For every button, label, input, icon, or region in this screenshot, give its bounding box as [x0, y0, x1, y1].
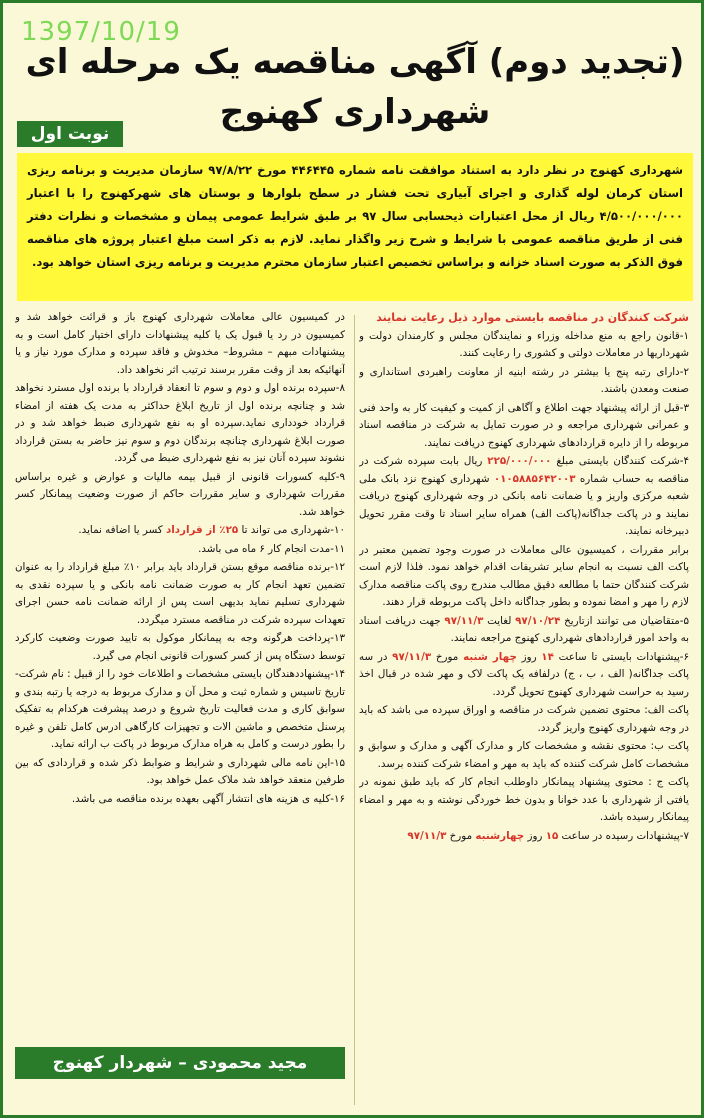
item4-text: شهرداری کهنوج نزد بانک ملی شعبه مرکزی واریز و یا ضمانت نامه بانکی در وجه شهرداری کهنوج دریافت نمایند و در پاکت جداگانه(پاکت الف) همراه سایر اسناد تا وقت مقرر تحویل دبیرخانه نمایند. — [359, 472, 689, 537]
contract-percent: ۲۵٪ از قرارداد — [165, 524, 239, 536]
item4-text: ۴-شرکت کنندگان بایستی مبلغ — [556, 455, 689, 467]
account-number: ۰۱۰۵۸۸۵۶۴۲۰۰۳ — [493, 472, 576, 485]
condition-item: ۱۶-کلیه ی هزینه های انتشار آگهی بعهده برنده مناقصه می باشد. — [71, 792, 345, 805]
right-column — [359, 309, 689, 1107]
nobat-badge: نوبت اول — [17, 121, 123, 147]
condition-item-10 — [15, 522, 345, 540]
condition-item-6 — [359, 649, 689, 702]
condition-item: ۱۳-پرداخت هرگونه وجه به پیمانکار موکول به تایید صورت وضعیت کارکرد توسط دستگاه پس از کسر کسورات قانونی انجام می گیرد. — [15, 632, 345, 662]
conditions-heading: شرکت کنندگان در مناقصه بایستی موارد ذیل رعایت نمایند — [376, 311, 689, 324]
start-date: ۹۷/۱۰/۲۴ — [515, 614, 561, 627]
title-line2: شهرداری کهنوج — [219, 92, 491, 132]
mayor-signature-bar: مجید محمودی – شهردار کهنوج — [15, 1047, 345, 1079]
item7-text: روز — [527, 829, 543, 842]
item5-text: جهت دریافت اسناد به واحد امور قراردادهای شهرداری کهنوج مراجعه نمایند. — [359, 614, 689, 644]
regulations-paragraph: برابر مقررات ، کمیسیون عالی معاملات در صورت وجود تضمین معتبر در پاکت الف نسبت به انجام سایر تشریفات اقدام خواهد نمود. فلذا لازم است شرکت کنندگان حتما با مطالعه دقیق مطالب مندرج روی پاکت مناقصه مدارک لازم را مهر و امضا نموده و بطور جداگانه داخل پاکت مربوطه قرار دهند. — [359, 543, 689, 608]
end-date: ۹۷/۱۱/۳ — [444, 614, 484, 627]
column-divider — [354, 315, 355, 1105]
condition-item: ۱۱-مدت انجام کار ۶ ماه می باشد. — [198, 542, 345, 555]
condition-item: ۱۲-برنده مناقصه موقع بستن قرارداد باید برابر ۱۰٪ مبلغ قرارداد را به عنوان تضمین تعهد انجام کار به صورت ضمانت نامه بانکی و یا سپرده نقدی به شهرداری تسلیم نماید بدیهی است پس از ارائه ضمانت نامه حسن اجرای تعهدات سپرده شرکت در مناقصه مسترد میگردد. — [15, 561, 345, 626]
title-line1: (تجدید دوم) آگهی مناقصه یک مرحله ای — [25, 42, 685, 82]
packet-item: پاکت ج : محتوی پیشنهاد پیمانکار داوطلب انجام کار که باید طبق نمونه در یافتی از شهرداری با عدد خوانا و بدون خط خوردگی نوشته و به مهر و امضاء پیمانکار رسیده باشد. — [359, 776, 689, 823]
condition-item: در کمیسیون عالی معاملات شهرداری کهنوج باز و قرائت خواهد شد و کمیسیون در رد یا قبول یک یا کلیه پیشنهادات دارای اختیار کامل است و به پیشنهادات مبهم – مشروط– مخدوش و فاقد سپرده و مدارک مورد نیاز و یا آنهائیکه بعد از وقت مقرر برسند ترتیب اثر نخواهد داد. — [15, 311, 345, 376]
deposit-amount: ۲۲۵/۰۰۰/۰۰۰ — [487, 455, 552, 467]
condition-item: ۱۴-پیشنهاددهندگان بایستی مشخصات و اطلاعات خود را از قبیل : نام شرکت- تاریخ تاسیس و شماره ثبت و محل آن و مدارک مربوط به درجه یا رتبه بندی و سوابق کاری و مدت فعالیت تاریخ شروع و درصد پیشرفت هرکدام به تفکیک پرسنل متخصص و ماشین الات و تجهیزات کارگاهی ادرس کامل تلفن و غیره را بطور درست و کامل به هراه مدارک مربوط در پاکت ب ارائه نماید. — [15, 668, 345, 750]
item10-text: کسر یا اضافه نماید. — [78, 524, 163, 536]
opening-date: ۹۷/۱۱/۳ — [407, 829, 447, 842]
date-stamp: 1397/10/19 — [21, 17, 181, 47]
left-column — [15, 309, 345, 1037]
condition-item: ۱-قانون راجع به منع مداخله وزراء و نمایندگان مجلس و کارمندان دولت و شهرداریها در معاملات دولتی و کشوری را رعایت کنند. — [359, 329, 689, 359]
opening-day: چهارشنبه — [475, 829, 525, 842]
item7-text: ۷-پیشنهادات رسیده در ساعت — [561, 829, 689, 842]
item6-text: روز — [521, 650, 537, 663]
item7-text: مورخ — [449, 829, 473, 842]
item6-text: ۶-پیشنهادات بایستی تا ساعت — [558, 650, 689, 663]
condition-item: ۳-قبل از ارائه پیشنهاد جهت اطلاع و آگاهی از کمیت و کیفیت کار به واحد فنی و عمرانی شهرداری مراجعه و در صورت تمایل به شرکت در مناقصه اسناد مربوطه را از دایره قراردادهای شهرداری کهنوج دریافت نمایند. — [359, 401, 689, 449]
condition-item: ۹-کلیه کسورات قانونی از قبیل بیمه مالیات و عوارض و غیره براساس مقررات شهرداری و سایر مقررات حاکم از صورت وضعیت پیمانکار کسر خواهد شد. — [15, 470, 345, 518]
condition-item-7 — [359, 828, 689, 846]
opening-hour: ۱۵ — [545, 829, 559, 842]
packet-item: پاکت الف: محتوی تضمین شرکت در مناقصه و اوراق سپرده می باشد که باید در وجه شهرداری کهنوج واریز گردد. — [359, 704, 689, 734]
condition-item: ۲-دارای رتبه پنج یا بیشتر در رشته ابنیه از معاونت راهبردی استانداری و صنعت ومعدن باشند. — [359, 365, 689, 395]
deadline-date: ۹۷/۱۱/۳ — [392, 650, 432, 663]
item5-text: لغایت — [487, 614, 512, 627]
intro-box: شهرداری کهنوج در نظر دارد به استناد موافقت نامه شماره ۴۴۶۴۴۵ مورخ ۹۷/۸/۲۲ سازمان مدیریت و برنامه ریزی استان کرمان لوله گذاری و اجرای آبیاری تحت فشار در سطح بلوارها و بوستان های شهرکهنوج را با اعتبار ۴/۵۰۰/۰۰۰/۰۰۰ ریال از محل اعتبارات ذیحسابی سال ۹۷ بر طبق شرایط عمومی پیمان و مشخصات و نظرات دفتر فنی از طریق مناقصه عمومی با شرایط و شرح زیر واگذار نماید. لازم به ذکر است مبلغ اعتبار پروژه های مناقصه فوق الذکر به صورت اسناد خزانه و براساس تخصیص اعتبار سازمان محترم مدیریت و برنامه ریزی استان خواهد بود. — [17, 153, 693, 301]
deadline-hour: ۱۴ — [541, 650, 554, 663]
item6-text: در سه پاکت جداگانه( الف ، ب ، ج) درلفافه یک پاکت لاک و مهر شده در قبال اخذ رسید به حراست شهرداری کهنوج تحویل گردد. — [359, 650, 689, 698]
deadline-day: چهار شنبه — [463, 650, 517, 663]
item5-text: ۵-متقاضیان می توانند ازتاریخ — [564, 614, 689, 627]
condition-item-4 — [359, 453, 689, 541]
condition-item: ۸-سپرده برنده اول و دوم و سوم تا انعقاد قرارداد با برنده اول مسترد نخواهد شد و چنانچه برنده اول از تاریخ ابلاغ حداکثر به مدت یک هفته از امضاء قرارداد خودداری نماید.سپرده او به نفع شهرداری ضبط خواهد شد و در صورت ابلاغ شهرداری چنانچه برندگان دوم و سوم نیز حاضر به بستن قرارداد نشوند سپرده آنان نیز به نفع شهرداری ضبط می گردد. — [15, 382, 345, 464]
item6-text: مورخ — [435, 650, 459, 663]
condition-item-5 — [359, 613, 689, 648]
item10-text: ۱۰-شهرداری می تواند تا — [241, 524, 345, 536]
condition-item: ۱۵-این نامه مالی شهرداری و شرایط و ضوابط ذکر شده و قراردادی که بین طرفین منعقد خواهد شد ملاک عمل خواهد بود. — [15, 756, 345, 786]
packet-item: پاکت ب: محتوی نقشه و مشخصات کار و مدارک آگهی و مدارک و سوابق و مشخصات کامل شرکت کننده که باید به مهر و امضاء شرکت کننده برسد. — [359, 740, 689, 770]
item4-text: ریال بابت سپرده شرکت در مناقصه به حساب شماره — [359, 455, 689, 485]
